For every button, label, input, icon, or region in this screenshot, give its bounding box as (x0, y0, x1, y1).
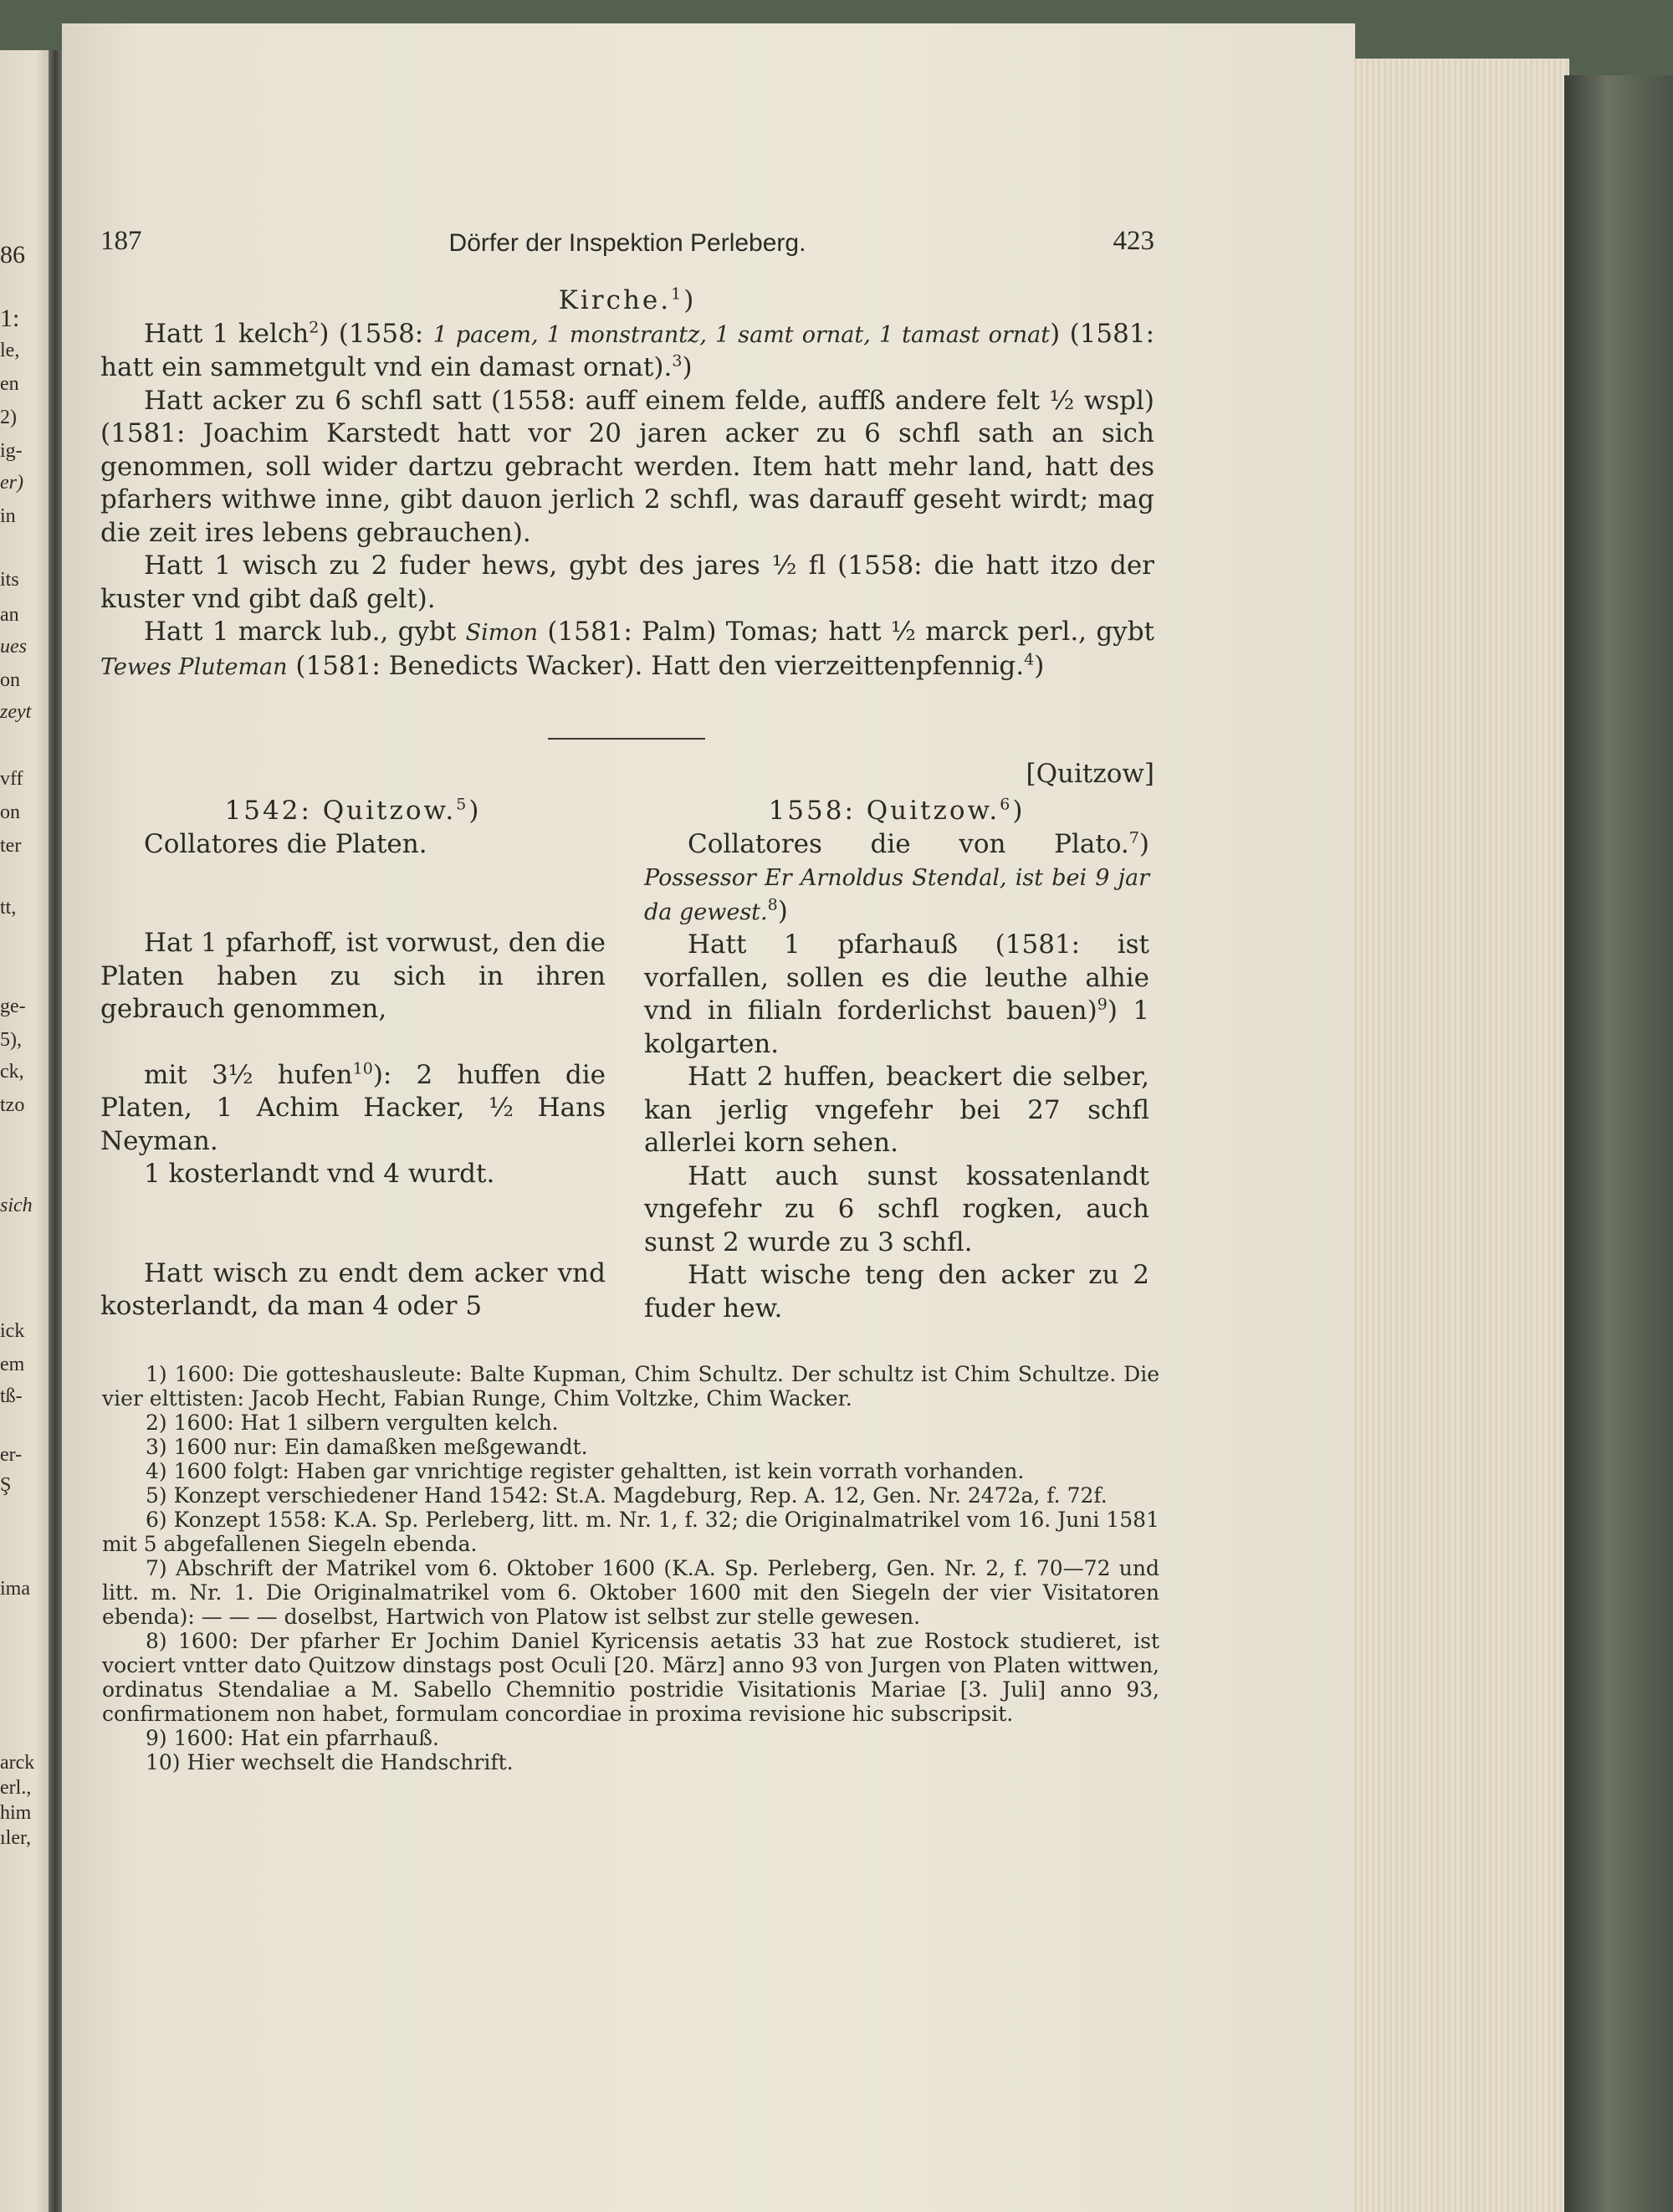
fragment: er- (0, 1444, 23, 1466)
page-title: Dörfer der Inspektion Perleberg. (448, 229, 806, 257)
column-1542 (100, 795, 606, 1324)
footnote: 1) 1600: Die gotteshausleute: Balte Kupman, Chim Schultz. Der schultz ist Chim Schultze. Die vier elttisten: Jacob Hecht, Fabian Runge, Chim Voltzke, Chim Wacker. (102, 1362, 1159, 1411)
column-1558 (644, 795, 1149, 1325)
book-gutter (49, 50, 62, 2212)
fragment: 1: (0, 305, 20, 332)
kossaten-1558: Hatt auch sunst kossatenlandt vngefehr zu 6 schfl rogken, auch sunst 2 wurde zu 3 schfl. (644, 1160, 1149, 1257)
fragment: on (0, 669, 20, 691)
running-head (100, 226, 1154, 263)
fragment: ıler, (0, 1827, 32, 1849)
fragment: its (0, 569, 19, 591)
fragment: tt, (0, 897, 17, 919)
fragment: vff (0, 768, 23, 790)
footnote: 9) 1600: Hat ein pfarrhauß. (146, 1726, 439, 1750)
collatores-1542: Collatores die Platen. (144, 828, 427, 859)
footnote: 10) Hier wechselt die Handschrift. (146, 1750, 514, 1774)
fragment: er) (0, 472, 23, 494)
collatores-1558: Collatores die von Plato.$^7$) Possessor Er Arnoldus Stendal, ist bei 9 jar da gewest.$^8$) (644, 828, 1149, 926)
fragment: 2) (0, 407, 17, 428)
wisch-1542: Hatt wisch zu endt dem acker vnd kosterlandt, da man 4 oder 5 (100, 1257, 606, 1321)
fragment: le, (0, 340, 20, 361)
fragment: him (0, 1802, 32, 1824)
fragment: arck (0, 1752, 35, 1774)
fragment: en (0, 373, 19, 395)
page-number-left: 187 (100, 226, 142, 256)
heading-1558: 1558: Quitzow.$^6$) (768, 795, 1026, 826)
footnote: 4) 1600 folgt: Haben gar vnrichtige register gehaltten, ist kein vorrath vorhanden. (146, 1459, 1025, 1483)
fragment: sich (0, 1195, 33, 1216)
footnote: 3) 1600 nur: Ein damaßken meßgewandt. (146, 1435, 588, 1459)
fragment: ick (0, 1320, 25, 1342)
kirche-p2: Hatt acker zu 6 schfl satt (1558: auff einem felde, auffß andere felt ½ wspl) (1581: Joachim Karstedt hatt vor 20 jaren acker zu 6 schfl sath an sich genommen, soll wider dartzu gebracht werden. Item hatt mehr land, hatt des pfarhers withwe inne, gibt dauon jerlich 2 schfl, was darauff geseht wirdt; mag die zeit ires lebens gebrauchen). (100, 385, 1154, 548)
fragment: ck, (0, 1061, 24, 1083)
section-rule (548, 738, 705, 740)
book-cover (1564, 75, 1673, 2212)
fragment: ter (0, 835, 22, 857)
kirche-p4: Hatt 1 marck lub., gybt Simon (1581: Palm) Tomas; hatt ½ marck perl., gybt Tewes Pluteman (1581: Benedicts Wacker). Hatt den vierzeittenpfennig.$^4$) (100, 617, 1154, 681)
fragment: zeyt (0, 701, 32, 723)
fragment: ima (0, 1578, 30, 1600)
hufen-1542: mit 3½ hufen$^{10}$): 2 huffen die Platen, 1 Achim Hacker, ½ Hans Neyman. (100, 1059, 606, 1156)
fragment: on (0, 801, 20, 823)
kirche-p3: Hatt 1 wisch zu 2 fuder hews, gybt des jares ½ fl (1558: die hatt itzo der kuster vnd gibt daß gelt). (100, 550, 1154, 614)
fragment: erl., (0, 1777, 32, 1799)
kirche-section (100, 284, 1154, 684)
huffen-1558: Hatt 2 huffen, beackert die selber, kan jerlig vngefehr bei 27 schfl allerlei korn sehen. (644, 1062, 1149, 1158)
fragment: ues (0, 636, 27, 658)
fragment: an (0, 604, 19, 626)
footnote: 6) Konzept 1558: K.A. Sp. Perleberg, litt. m. Nr. 1, f. 32; die Originalmatrikel vom 16. Juni 1581 mit 5 abgefallenen Siegeln ebenda. (102, 1508, 1159, 1556)
wische-1558: Hatt wische teng den acker zu 2 fuder hew. (644, 1260, 1149, 1324)
fragment: 5), (0, 1029, 22, 1051)
quitzow-label: [Quitzow] (1026, 759, 1154, 789)
fragment: tß- (0, 1385, 23, 1407)
koster-1542: 1 kosterlandt vnd 4 wurdt. (144, 1159, 495, 1189)
page-number-right: 423 (1113, 226, 1154, 256)
footnote: 8) 1600: Der pfarher Er Jochim Daniel Kyricensis aetatis 33 hat zue Rostock studieret, ist vociert vntter dato Quitzow dinstags post Oculi [20. März] anno 93 von Jurgen von Platen wittwen, ordinatus Stendaliae a M. Sabello Chemnitio postridie Visitationis Mariae [3. Juli] anno 93, confirmationem non habet, formulam concordiae in proxima revisione hic subscripsit. (102, 1629, 1159, 1726)
page-edges (1352, 59, 1569, 2212)
footnote: 2) 1600: Hat 1 silbern vergulten kelch. (146, 1411, 559, 1435)
heading-1542: 1542: Quitzow.$^5$) (224, 795, 482, 826)
fragment: Ş (0, 1474, 12, 1496)
fragment: 86 (0, 241, 25, 269)
fragment: tzo (0, 1094, 25, 1116)
footnote: 7) Abschrift der Matrikel vom 6. Oktober 1600 (K.A. Sp. Perleberg, Gen. Nr. 2, f. 70—72 und litt. m. Nr. 1. Die Originalmatrikel vom 6. Oktober 1600 mit den Siegeln der vier Visitatoren ebenda): — — — doselbst, Hartwich von Platow ist selbst zur stelle gewesen. (102, 1556, 1159, 1629)
fragment: in (0, 505, 16, 527)
pfarhoff-1542: Hat 1 pfarhoff, ist vorwust, den die Platen haben zu sich in ihren gebrauch genommen, (100, 928, 606, 1024)
pfarhauss-1558: Hatt 1 pfarhauß (1581: ist vorfallen, sollen es die leuthe alhie vnd in filialn forderlichst bauen)$^9$) 1 kolgarten. (644, 929, 1150, 1059)
fragment: em (0, 1354, 25, 1375)
fragment: ig- (0, 440, 23, 462)
kirche-heading: Kirche.$^1$) (558, 284, 697, 315)
footnotes (102, 1362, 1159, 1774)
fragment: ge- (0, 996, 26, 1017)
kirche-p1: Hatt 1 kelch$^2$) (1558: 1 pacem, 1 monstrantz, 1 samt ornat, 1 tamast ornat) (1581: hatt ein sammetgult vnd ein damast ornat).$^3$) (100, 318, 1155, 382)
footnote: 5) Konzept verschiedener Hand 1542: St.A. Magdeburg, Rep. A. 12, Gen. Nr. 2472a, f. 72f. (146, 1483, 1108, 1508)
